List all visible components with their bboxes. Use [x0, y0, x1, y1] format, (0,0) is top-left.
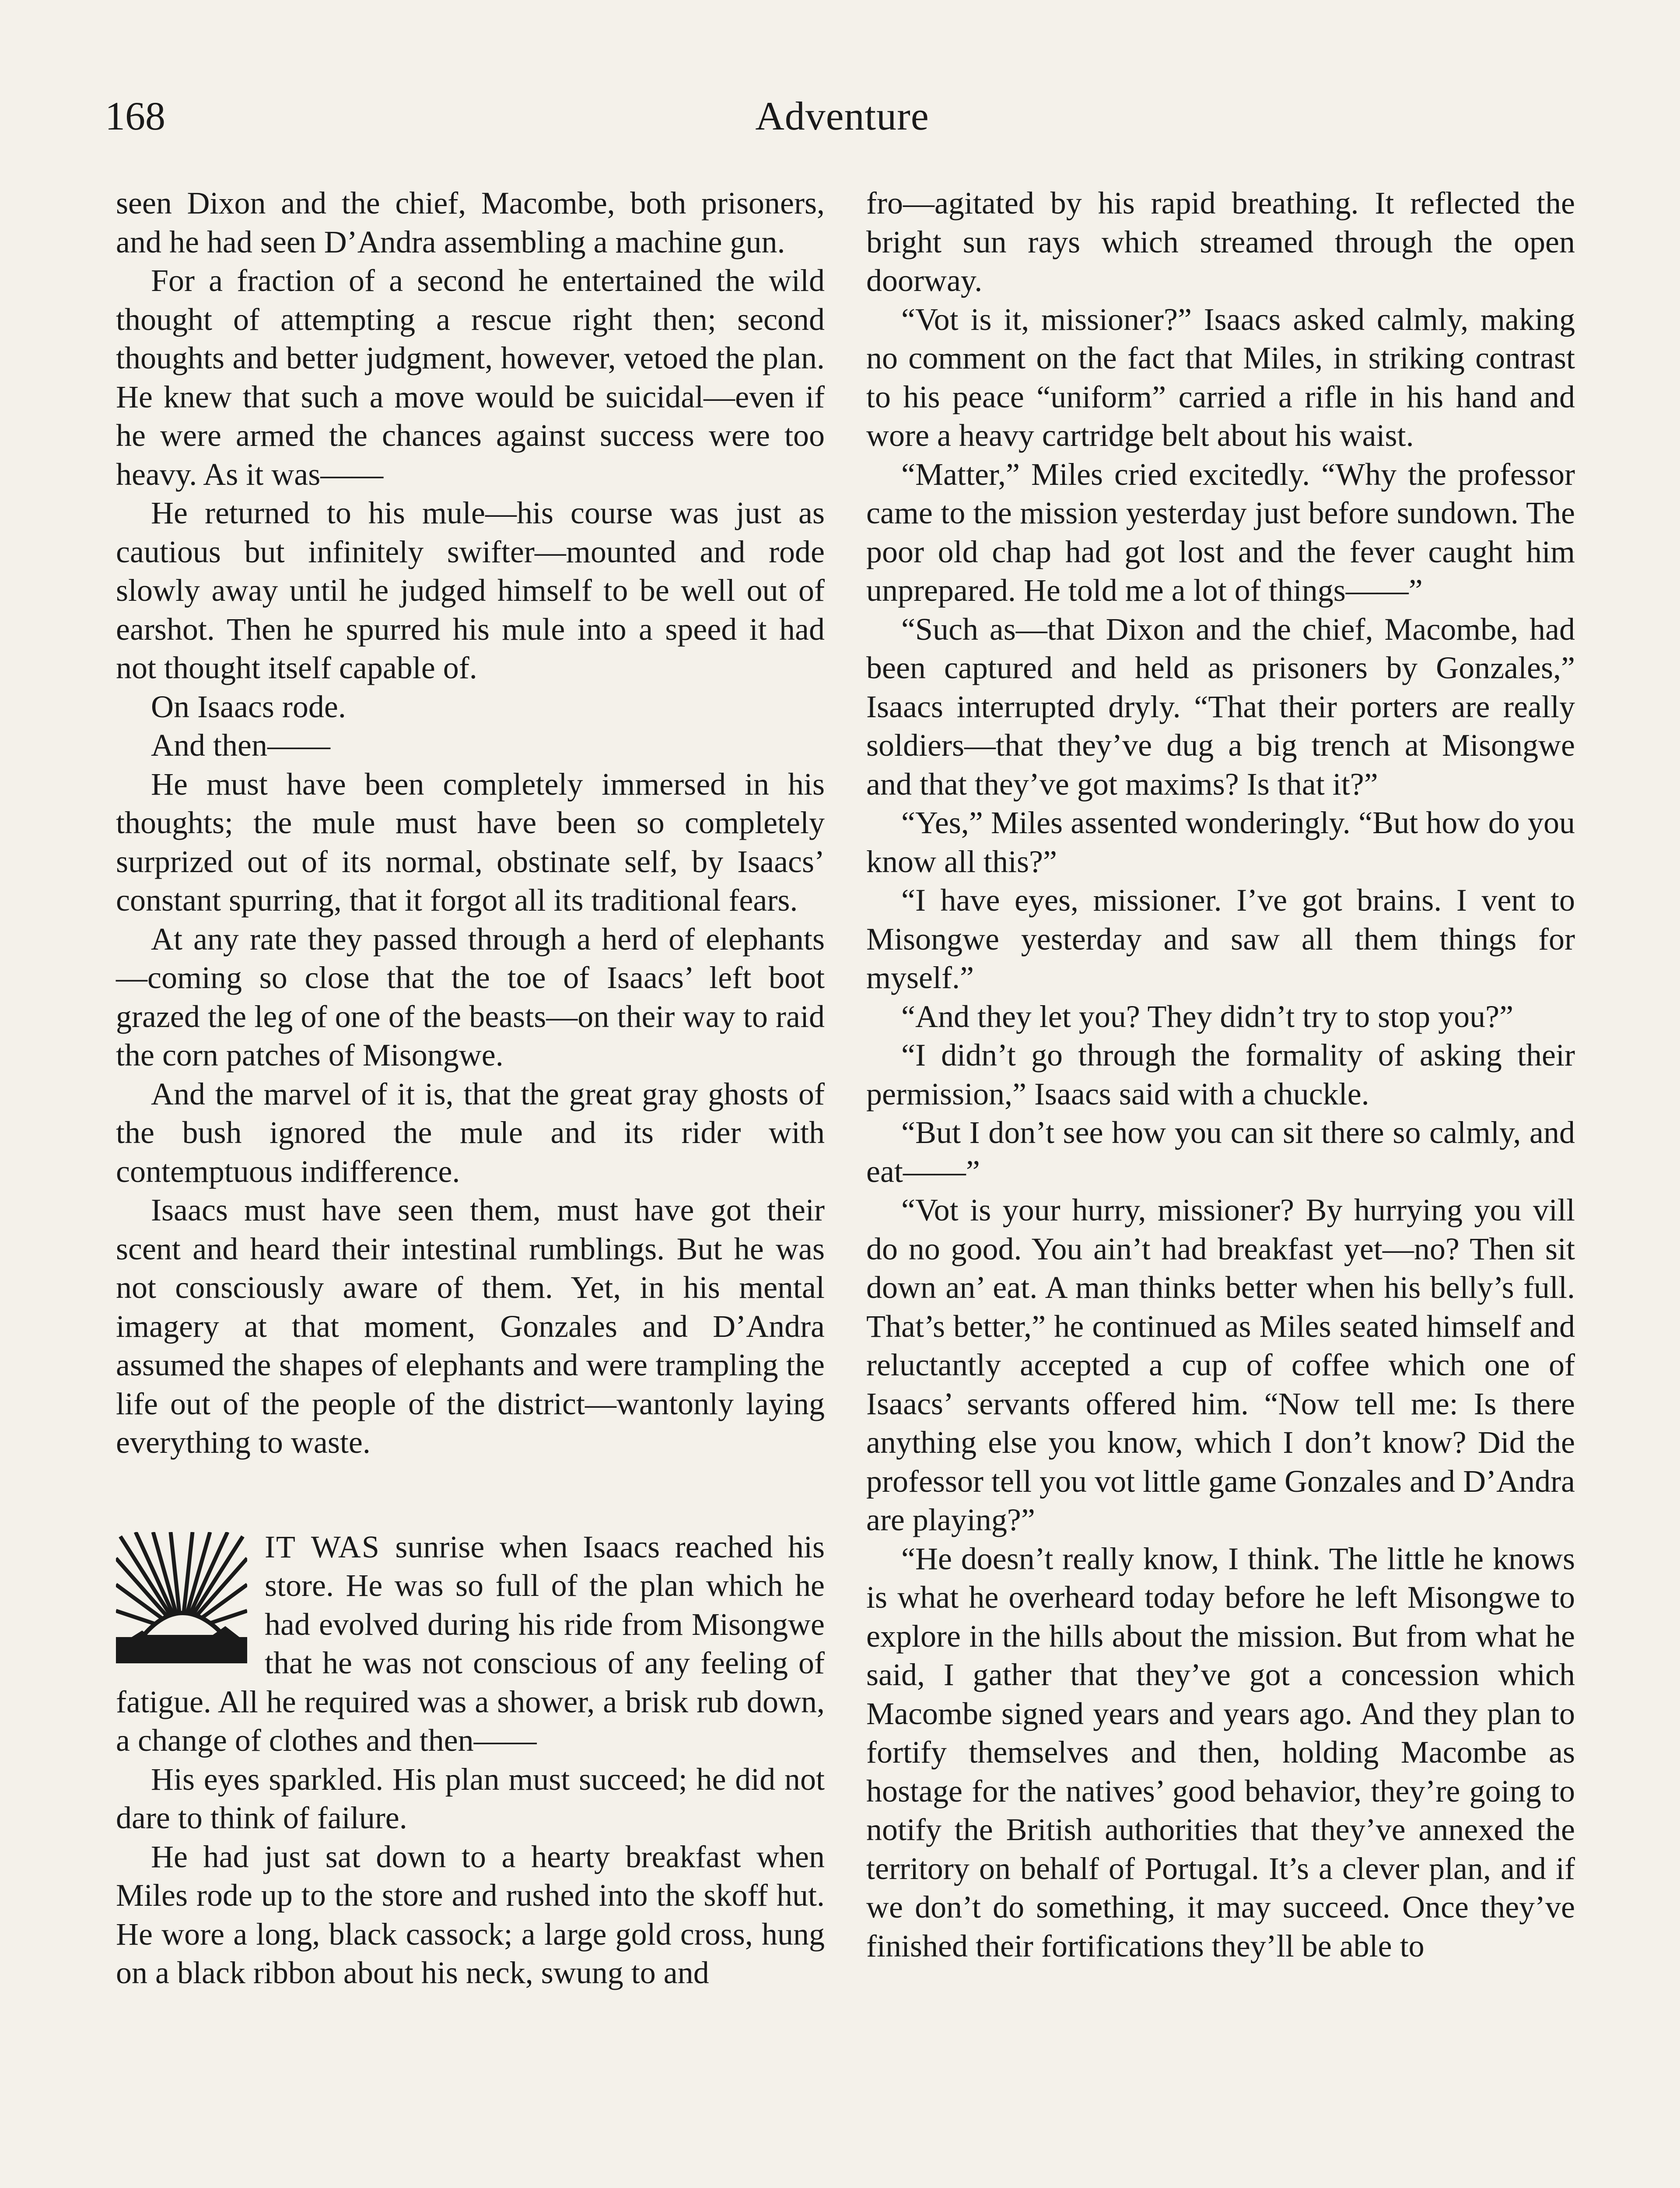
- section-opening-caps: IT WAS: [265, 1529, 380, 1564]
- paragraph: “I didn’t go through the formality of asking their permission,” Isaacs said with a chuckle.: [866, 1038, 1575, 1112]
- paragraph: He had just sat down to a hearty breakfast when Miles rode up to the store and rushed into the skoff hut. He wore a long, black cassock; a large gold cross, hung on a black ribbon about his neck, swung to and: [116, 1839, 825, 1990]
- paragraph: “Yes,” Miles assented wonderingly. “But how do you know all this?”: [866, 805, 1575, 879]
- paragraph: “Matter,” Miles cried excitedly. “Why the professor came to the mission yesterday just before sundown. The poor old chap had got lost and the fever caught him unprepared. He told me a lot of things——”: [866, 456, 1575, 608]
- page-header: [105, 88, 1579, 144]
- left-column: [116, 184, 825, 1992]
- paragraph: “Vot is it, missioner?” Isaacs asked calmly, making no comment on the fact that Miles, in striking contrast to his peace “uniform” carried a rifle in his hand and wore a heavy cartridge belt about his waist.: [866, 302, 1575, 453]
- paragraph: Isaacs must have seen them, must have got their scent and heard their intestinal rumblings. But he was not consciously aware of them. Yet, in his mental imagery at that moment, Gonzales and D’Andra assumed the shapes of elephants and were trampling the life out of the people of the district—wantonly laying everything to waste.: [116, 1192, 825, 1460]
- paragraph: His eyes sparkled. His plan must succeed; he did not dare to think of failure.: [116, 1761, 825, 1835]
- paragraph: “Such as—that Dixon and the chief, Macombe, had been captured and held as prisoners by Gonzales,” Isaacs interrupted dryly. “That their porters are really soldiers—that they’ve dug a big trench at Misongwe and that they’ve got maxims? Is that it?”: [866, 611, 1575, 802]
- paragraph: “And they let you? They didn’t try to stop you?”: [901, 999, 1514, 1034]
- section-opening-text: sunrise when Isaacs reached his store. He was so full of the plan which he had evolved during his ride from Misongwe that he was not conscious of any feeling of fatigue. All he required was a shower, a brisk rub down, a change of clothes and then——: [116, 1529, 825, 1758]
- paragraph: On Isaacs rode.: [151, 689, 346, 724]
- paragraph: fro—agitated by his rapid breathing. It reflected the bright sun rays which streamed through the open doorway.: [866, 186, 1575, 298]
- right-column: [866, 184, 1575, 1965]
- sunrise-ornament-icon: [116, 1532, 247, 1663]
- paragraph: And then——: [151, 728, 330, 763]
- paragraph: “But I don’t see how you can sit there so calmly, and eat——”: [866, 1115, 1575, 1189]
- paragraph: “Vot is your hurry, missioner? By hurrying you vill do no good. You ain’t had breakfast yet—no? Then sit down an’ eat. A man thinks better when his belly’s full. That’s better,” he continued as Miles seated himself and reluctantly accepted a cup of coffee which one of Isaacs’ servants offered him. “Now tell me: Is there anything else you know, which I don’t know? Did the professor tell you vot little game Gonzales and D’Andra are playing?”: [866, 1192, 1575, 1537]
- paragraph: And the marvel of it is, that the great gray ghosts of the bush ignored the mule and its rider with contemptuous indifference.: [116, 1076, 825, 1189]
- paragraph: seen Dixon and the chief, Macombe, both prisoners, and he had seen D’Andra assembling a machine gun.: [116, 186, 825, 259]
- section-opening-paragraph: [116, 1528, 825, 1760]
- paragraph: He must have been completely immersed in his thoughts; the mule must have been so completely surprized out of its normal, obstinate self, by Isaacs’ constant spurring, that it forgot all its traditional fears.: [116, 766, 825, 918]
- paragraph: At any rate they passed through a herd of elephants—coming so close that the toe of Isaacs’ left boot grazed the leg of one of the beasts—on their way to raid the corn patches of Misongwe.: [116, 921, 825, 1073]
- running-title: Adventure: [755, 94, 929, 138]
- paragraph: “He doesn’t really know, I think. The little he knows is what he overheard today before he left Misongwe to explore in the hills about the mission. But from what he said, I gather that they’ve got a concession which Macombe signed years and years ago. And they plan to fortify themselves and then, holding Macombe as hostage for the natives’ good behavior, they’re going to notify the British authorities that they’ve annexed the territory on behalf of Portugal. It’s a clever plan, and if we don’t do something, it may succeed. Once they’ve finished their fortifications they’ll be able to: [866, 1541, 1575, 1964]
- paragraph: For a fraction of a second he entertained the wild thought of attempting a rescue right then; second thoughts and better judgment, however, vetoed the plan. He knew that such a move would be suicidal—even if he were armed the chances against success were too heavy. As it was——: [116, 263, 825, 492]
- paragraph: “I have eyes, missioner. I’ve got brains. I vent to Misongwe yesterday and saw all them things for myself.”: [866, 883, 1575, 995]
- page-number: 168: [105, 94, 165, 138]
- paragraph: He returned to his mule—his course was just as cautious but infinitely swifter—mounted and rode slowly away until he judged himself to be well out of earshot. Then he spurred his mule into a speed it had not thought itself capable of.: [116, 495, 825, 685]
